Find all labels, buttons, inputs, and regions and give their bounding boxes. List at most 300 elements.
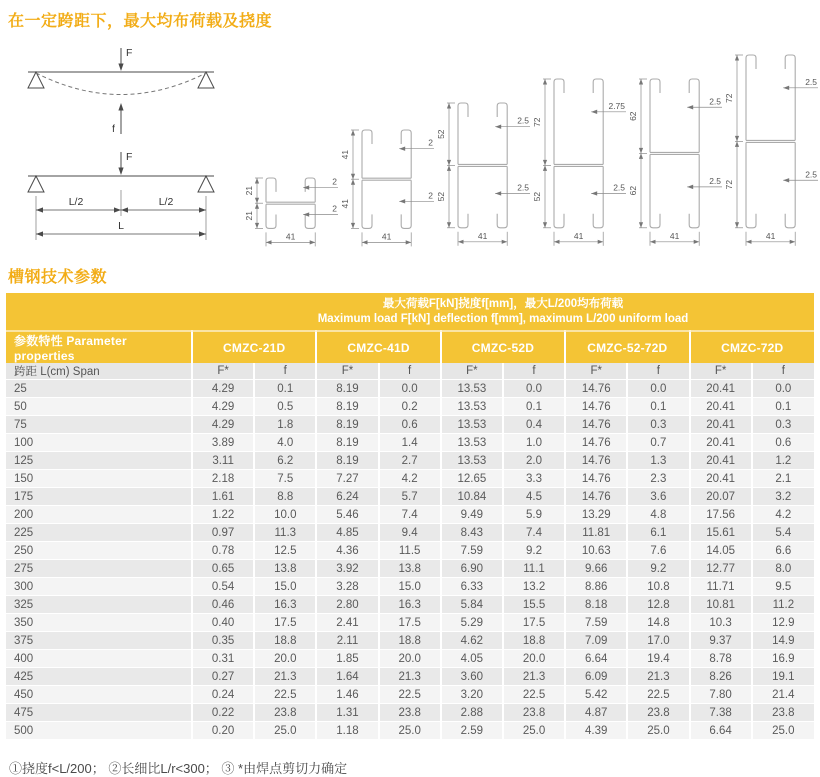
value-cell: 0.2 (379, 398, 441, 416)
profile-section-diagram (340, 125, 436, 252)
params-table (6, 293, 814, 740)
value-cell: 14.76 (565, 416, 627, 434)
value-cell: 22.5 (254, 686, 316, 704)
value-cell: 23.8 (503, 704, 565, 722)
dimension-label: 41 (340, 198, 351, 209)
dimension-label: 72 (532, 117, 543, 128)
force-label: F (126, 47, 133, 59)
span-column-header: 跨距 L(cm) Span (6, 363, 192, 380)
deflection-arrow-icon (118, 103, 123, 111)
value-cell: 13.8 (254, 560, 316, 578)
value-cell: 0.54 (192, 578, 254, 596)
value-cell: 9.49 (441, 506, 503, 524)
value-cell: 9.4 (379, 524, 441, 542)
value-cell: 3.20 (441, 686, 503, 704)
table-row (6, 596, 814, 614)
group-header-cmzc-72d: CMZC-72D (690, 331, 815, 363)
value-cell: 4.36 (316, 542, 378, 560)
value-cell: 0.3 (752, 416, 814, 434)
half-span-label: L/2 (68, 196, 84, 208)
value-cell: 0.1 (254, 380, 316, 398)
value-cell: 8.19 (316, 434, 378, 452)
value-cell: 3.6 (627, 488, 689, 506)
dimension-label: 72 (724, 180, 735, 190)
value-cell: 1.64 (316, 668, 378, 686)
group-header-cmzc-52d: CMZC-52D (441, 331, 565, 363)
value-cell: 20.41 (690, 452, 752, 470)
beam-diagrams (6, 40, 236, 252)
value-cell: 2.7 (379, 452, 441, 470)
value-cell: 6.33 (441, 578, 503, 596)
value-cell: 8.26 (690, 668, 752, 686)
value-cell: 7.5 (254, 470, 316, 488)
value-cell: 2.18 (192, 470, 254, 488)
value-cell: 23.8 (627, 704, 689, 722)
value-cell: 4.87 (565, 704, 627, 722)
value-cell: 7.09 (565, 632, 627, 650)
deflection-label: f (112, 123, 115, 135)
value-cell: 8.19 (316, 416, 378, 434)
support-icon (28, 176, 44, 192)
force-arrow-icon (118, 64, 123, 72)
table-row (6, 632, 814, 650)
table-row (6, 470, 814, 488)
value-cell: 14.8 (627, 614, 689, 632)
value-cell: 2.88 (441, 704, 503, 722)
value-cell: 9.2 (627, 560, 689, 578)
fstar-header: F* (192, 363, 254, 380)
value-cell: 8.18 (565, 596, 627, 614)
dimension-label: 2.5 (613, 182, 625, 193)
value-cell: 2.0 (503, 452, 565, 470)
value-cell: 0.46 (192, 596, 254, 614)
value-cell: 8.0 (752, 560, 814, 578)
span-cell: 275 (6, 560, 192, 578)
table-row (6, 668, 814, 686)
value-cell: 19.1 (752, 668, 814, 686)
value-cell: 16.3 (379, 596, 441, 614)
value-cell: 0.20 (192, 722, 254, 740)
value-cell: 13.53 (441, 380, 503, 398)
table-row (6, 650, 814, 668)
param-properties-header: 参数特性 Parameter properties (6, 331, 192, 363)
value-cell: 25.0 (752, 722, 814, 740)
value-cell: 11.5 (379, 542, 441, 560)
value-cell: 7.4 (379, 506, 441, 524)
section-title: 槽钢技术参数 (8, 269, 108, 286)
value-cell: 1.4 (379, 434, 441, 452)
value-cell: 14.76 (565, 380, 627, 398)
value-cell: 6.24 (316, 488, 378, 506)
value-cell: 6.6 (752, 542, 814, 560)
beam-deflection-diagram (6, 40, 236, 146)
dimension-label: 52 (436, 129, 447, 140)
value-cell: 21.3 (503, 668, 565, 686)
value-cell: 14.05 (690, 542, 752, 560)
table-row (6, 416, 814, 434)
value-cell: 5.29 (441, 614, 503, 632)
value-cell: 1.8 (254, 416, 316, 434)
value-cell: 0.65 (192, 560, 254, 578)
value-cell: 4.85 (316, 524, 378, 542)
value-cell: 0.4 (503, 416, 565, 434)
value-cell: 13.8 (379, 560, 441, 578)
dimension-label: 2.5 (805, 77, 817, 88)
value-cell: 25.0 (627, 722, 689, 740)
value-cell: 2.1 (752, 470, 814, 488)
value-cell: 0.6 (752, 434, 814, 452)
value-cell: 20.07 (690, 488, 752, 506)
value-cell: 8.19 (316, 452, 378, 470)
value-cell: 23.8 (379, 704, 441, 722)
value-cell: 0.24 (192, 686, 254, 704)
value-cell: 6.64 (565, 650, 627, 668)
force-label: F (126, 151, 133, 163)
fstar-header: F* (565, 363, 627, 380)
value-cell: 3.28 (316, 578, 378, 596)
support-icon (28, 72, 44, 88)
value-cell: 0.22 (192, 704, 254, 722)
group-header-cmzc-21d: CMZC-21D (192, 331, 316, 363)
value-cell: 18.8 (503, 632, 565, 650)
value-cell: 5.84 (441, 596, 503, 614)
dimension-label: 2.75 (608, 101, 625, 112)
value-cell: 4.39 (565, 722, 627, 740)
value-cell: 15.0 (379, 578, 441, 596)
value-cell: 11.1 (503, 560, 565, 578)
span-cell: 125 (6, 452, 192, 470)
channel-profile-outline (650, 79, 699, 228)
support-icon (198, 72, 214, 88)
value-cell: 17.0 (627, 632, 689, 650)
span-cell: 325 (6, 596, 192, 614)
f-header: f (627, 363, 689, 380)
value-cell: 0.0 (503, 380, 565, 398)
value-cell: 4.29 (192, 416, 254, 434)
value-cell: 10.3 (690, 614, 752, 632)
table-row (6, 560, 814, 578)
band-line-en: Maximum load F[kN] deflection f[mm], maximum L/200 uniform load (317, 312, 689, 325)
value-cell: 4.0 (254, 434, 316, 452)
value-cell: 3.92 (316, 560, 378, 578)
value-cell: 10.81 (690, 596, 752, 614)
value-cell: 25.0 (379, 722, 441, 740)
value-cell: 1.85 (316, 650, 378, 668)
value-cell: 0.3 (627, 416, 689, 434)
value-cell: 0.0 (627, 380, 689, 398)
value-cell: 3.3 (503, 470, 565, 488)
value-cell: 0.40 (192, 614, 254, 632)
channel-profile-outline (554, 79, 603, 228)
value-cell: 22.5 (503, 686, 565, 704)
table-row (6, 722, 814, 740)
value-cell: 1.3 (627, 452, 689, 470)
dimension-label: 62 (628, 111, 639, 122)
value-cell: 3.60 (441, 668, 503, 686)
value-cell: 11.3 (254, 524, 316, 542)
value-cell: 21.3 (254, 668, 316, 686)
value-cell: 1.2 (752, 452, 814, 470)
value-cell: 0.78 (192, 542, 254, 560)
channel-profile-outline (362, 130, 411, 228)
dimension-label: 41 (285, 231, 296, 242)
value-cell: 14.76 (565, 398, 627, 416)
fstar-header: F* (316, 363, 378, 380)
value-cell: 22.5 (627, 686, 689, 704)
value-cell: 15.0 (254, 578, 316, 596)
value-cell: 20.41 (690, 416, 752, 434)
value-cell: 5.9 (503, 506, 565, 524)
value-cell: 2.80 (316, 596, 378, 614)
value-cell: 2.11 (316, 632, 378, 650)
beam-load-diagram (6, 146, 236, 252)
value-cell: 5.7 (379, 488, 441, 506)
channel-profile-outline (266, 178, 315, 228)
value-cell: 15.5 (503, 596, 565, 614)
value-cell: 20.41 (690, 470, 752, 488)
value-cell: 12.9 (752, 614, 814, 632)
table-row (6, 380, 814, 398)
value-cell: 4.05 (441, 650, 503, 668)
profile-section-diagram (724, 50, 820, 252)
value-cell: 5.4 (752, 524, 814, 542)
value-cell: 14.9 (752, 632, 814, 650)
value-cell: 12.65 (441, 470, 503, 488)
value-cell: 10.0 (254, 506, 316, 524)
dimension-label: 2.5 (805, 169, 817, 180)
value-cell: 1.22 (192, 506, 254, 524)
dimension-label: 2 (332, 176, 337, 187)
value-cell: 21.3 (627, 668, 689, 686)
value-cell: 9.5 (752, 578, 814, 596)
value-cell: 1.61 (192, 488, 254, 506)
fstar-header: F* (690, 363, 752, 380)
value-cell: 14.76 (565, 434, 627, 452)
dimension-label: 41 (669, 231, 680, 242)
value-cell: 13.53 (441, 452, 503, 470)
value-cell: 23.8 (254, 704, 316, 722)
dimension-label: 2 (428, 189, 433, 200)
value-cell: 22.5 (379, 686, 441, 704)
dimension-label: 41 (765, 231, 776, 242)
channel-profile-outline (458, 103, 507, 228)
f-header: f (254, 363, 316, 380)
span-cell: 375 (6, 632, 192, 650)
value-cell: 3.89 (192, 434, 254, 452)
value-cell: 23.8 (752, 704, 814, 722)
value-cell: 10.8 (627, 578, 689, 596)
value-cell: 2.3 (627, 470, 689, 488)
value-cell: 0.7 (627, 434, 689, 452)
profile-section-diagram (436, 98, 532, 252)
value-cell: 6.90 (441, 560, 503, 578)
span-cell: 300 (6, 578, 192, 596)
profile-section-diagram (244, 173, 340, 252)
value-cell: 8.43 (441, 524, 503, 542)
value-cell: 14.76 (565, 488, 627, 506)
span-cell: 50 (6, 398, 192, 416)
value-cell: 3.2 (752, 488, 814, 506)
value-cell: 5.46 (316, 506, 378, 524)
footnote: ①挠度f<L/200； ②长细比L/r<300； ③ *由焊点剪切力确定 (9, 761, 348, 777)
force-arrow-icon (118, 168, 123, 176)
value-cell: 21.4 (752, 686, 814, 704)
value-cell: 14.76 (565, 470, 627, 488)
dimension-label: 2.5 (709, 176, 721, 187)
value-cell: 20.41 (690, 380, 752, 398)
page-title: 在一定跨距下，最大均布荷载及挠度 (8, 13, 273, 30)
value-cell: 8.19 (316, 398, 378, 416)
dimension-label: 21 (244, 210, 255, 221)
value-cell: 1.31 (316, 704, 378, 722)
value-cell: 17.5 (503, 614, 565, 632)
profile-section-diagram (532, 74, 628, 252)
value-cell: 6.2 (254, 452, 316, 470)
f-header: f (503, 363, 565, 380)
band-line-cn: 最大荷载F[kN]挠度f[mm]，最大L/200均布荷载 (382, 298, 624, 310)
value-cell: 13.2 (503, 578, 565, 596)
dimension-label: 2.5 (709, 96, 721, 107)
value-cell: 21.3 (379, 668, 441, 686)
value-cell: 10.63 (565, 542, 627, 560)
span-cell: 425 (6, 668, 192, 686)
deflection-curve (36, 73, 206, 95)
group-header-cmzc-41d: CMZC-41D (316, 331, 440, 363)
value-cell: 25.0 (503, 722, 565, 740)
value-cell: 7.6 (627, 542, 689, 560)
value-cell: 5.42 (565, 686, 627, 704)
value-cell: 4.2 (379, 470, 441, 488)
value-cell: 0.6 (379, 416, 441, 434)
table-row (6, 434, 814, 452)
value-cell: 0.31 (192, 650, 254, 668)
span-cell: 400 (6, 650, 192, 668)
span-cell: 75 (6, 416, 192, 434)
value-cell: 20.41 (690, 434, 752, 452)
value-cell: 14.76 (565, 452, 627, 470)
value-cell: 0.5 (254, 398, 316, 416)
value-cell: 16.9 (752, 650, 814, 668)
f-header: f (379, 363, 441, 380)
value-cell: 0.1 (752, 398, 814, 416)
span-cell: 100 (6, 434, 192, 452)
value-cell: 0.0 (379, 380, 441, 398)
value-cell: 7.59 (441, 542, 503, 560)
value-cell: 11.2 (752, 596, 814, 614)
value-cell: 9.66 (565, 560, 627, 578)
span-cell: 200 (6, 506, 192, 524)
value-cell: 4.29 (192, 380, 254, 398)
value-cell: 4.62 (441, 632, 503, 650)
value-cell: 17.5 (254, 614, 316, 632)
value-cell: 11.71 (690, 578, 752, 596)
table-row (6, 524, 814, 542)
value-cell: 0.1 (627, 398, 689, 416)
span-cell: 500 (6, 722, 192, 740)
fstar-header: F* (441, 363, 503, 380)
value-cell: 13.53 (441, 434, 503, 452)
value-cell: 10.84 (441, 488, 503, 506)
table-row (6, 578, 814, 596)
span-cell: 175 (6, 488, 192, 506)
dimension-label: 2 (332, 203, 337, 214)
value-cell: 13.29 (565, 506, 627, 524)
table-row (6, 704, 814, 722)
span-cell: 475 (6, 704, 192, 722)
value-cell: 4.5 (503, 488, 565, 506)
channel-profile-outline (746, 55, 795, 228)
dimension-label: 62 (628, 186, 639, 196)
value-cell: 12.77 (690, 560, 752, 578)
span-cell: 450 (6, 686, 192, 704)
value-cell: 19.4 (627, 650, 689, 668)
value-cell: 20.0 (503, 650, 565, 668)
value-cell: 0.97 (192, 524, 254, 542)
value-cell: 7.27 (316, 470, 378, 488)
dimension-label: 21 (244, 185, 255, 195)
value-cell: 3.11 (192, 452, 254, 470)
value-cell: 1.18 (316, 722, 378, 740)
value-cell: 9.37 (690, 632, 752, 650)
profile-section-diagram (628, 74, 724, 252)
value-cell: 20.41 (690, 398, 752, 416)
value-cell: 6.64 (690, 722, 752, 740)
value-cell: 7.38 (690, 704, 752, 722)
value-cell: 7.59 (565, 614, 627, 632)
dimension-label: 2 (428, 137, 433, 148)
span-cell: 225 (6, 524, 192, 542)
table-row (6, 686, 814, 704)
value-cell: 17.5 (379, 614, 441, 632)
value-cell: 20.0 (254, 650, 316, 668)
table-row (6, 542, 814, 560)
value-cell: 8.19 (316, 380, 378, 398)
dimension-label: 52 (436, 192, 447, 202)
span-cell: 25 (6, 380, 192, 398)
value-cell: 13.53 (441, 398, 503, 416)
dimension-label: 2.5 (517, 115, 529, 126)
value-cell: 15.61 (690, 524, 752, 542)
dimension-label: 52 (532, 192, 543, 202)
dimension-label: 41 (477, 231, 488, 242)
value-cell: 2.59 (441, 722, 503, 740)
value-cell: 20.0 (379, 650, 441, 668)
value-cell: 6.1 (627, 524, 689, 542)
table-row (6, 452, 814, 470)
value-cell: 4.29 (192, 398, 254, 416)
dimension-label: 41 (340, 149, 351, 159)
value-cell: 4.2 (752, 506, 814, 524)
value-cell: 2.41 (316, 614, 378, 632)
half-span-label: L/2 (158, 196, 174, 208)
value-cell: 0.0 (752, 380, 814, 398)
value-cell: 4.8 (627, 506, 689, 524)
value-cell: 0.27 (192, 668, 254, 686)
value-cell: 0.35 (192, 632, 254, 650)
value-cell: 17.56 (690, 506, 752, 524)
value-cell: 8.78 (690, 650, 752, 668)
value-cell: 7.80 (690, 686, 752, 704)
value-cell: 7.4 (503, 524, 565, 542)
table-row (6, 506, 814, 524)
value-cell: 0.1 (503, 398, 565, 416)
span-cell: 350 (6, 614, 192, 632)
dimension-label: 72 (724, 93, 735, 104)
group-header-cmzc-52-72d: CMZC-52-72D (565, 331, 689, 363)
value-cell: 16.3 (254, 596, 316, 614)
table-row (6, 488, 814, 506)
value-cell: 13.53 (441, 416, 503, 434)
